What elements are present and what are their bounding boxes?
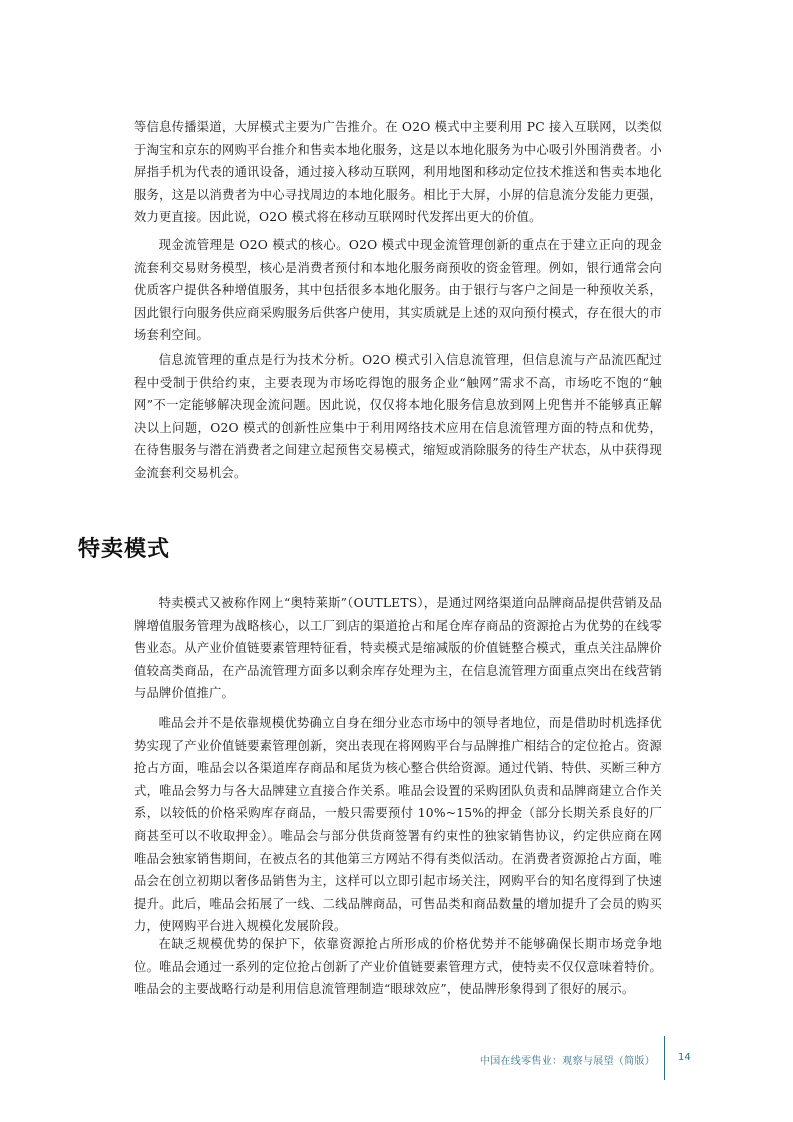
body-paragraph: 现金流管理是 O2O 模式的核心。O2O 模式中现金流管理创新的重点在于建立正向的现金流套利交易财务模型，核心是消费者预付和本地化服务商预收的资金管理。例如，银行通常会向优质客户提供各种增值服务，其中包括很多本地化服务。由于银行与客户之间是一种预收关系，因此银行向服务供应商采购服务后供客户使用，其实质就是上述的双向预付模式，存在很大的市场套利空间。	[134, 238, 662, 343]
body-paragraph: 唯品会并不是依靠规模优势确立自身在细分业态市场中的领导者地位，而是借助时机选择优势实现了产业价值链要素管理创新，突出表现在将网购平台与品牌推广相结合的定位抢占。资源抢占方面，唯品会以各渠道库存商品和尾货为核心整合供给资源。通过代销、特供、买断三种方式，唯品会努力与各大品牌建立直接合作关系。唯品会设置的采购团队负责和品牌商建立合作关系，以较低的价格采购库存商品，一般只需要预付 10%~15%的押金（部分长期关系良好的厂商甚至可以不收取押金）。唯品会与部分供货商签署有约束性的独家销售协议，约定供应商在网唯品会独家销售期间，在被点名的其他第三方网站不得有类似活动。在消费者资源抢占方面，唯品会在创立初期以奢侈品销售为主，这样可以立即引起市场关注，网购平台的知名度得到了快速提升。此后，唯品会拓展了一线、二线品牌商品，可售品类和商品数量的增加提升了会员的购买力，使网购平台进入规模化发展阶段。	[134, 716, 662, 934]
body-paragraph: 等信息传播渠道，大屏模式主要为广告推介。在 O2O 模式中主要利用 PC 接入互联网，以类似于淘宝和京东的网购平台推介和售卖本地化服务，这是以本地化服务为中心吸引外围消费者。小屏指手机为代表的通讯设备，通过接入移动互联网，利用地图和移动定位技术推送和售卖本地化服务，这是以消费者为中心寻找周边的本地化服务。相比于大屏，小屏的信息流分发能力更强，效力更直接。因此说，O2O 模式将在移动互联网时代发挥出更大的价值。	[134, 120, 662, 225]
footer-divider	[664, 1036, 665, 1080]
section-heading: 特卖模式	[78, 537, 171, 562]
page-number: 14	[678, 1052, 691, 1063]
body-paragraph: 特卖模式又被称作网上“奥特莱斯”（OUTLETS），是通过网络渠道向品牌商品提供营销及品牌增值服务管理为战略核心，以工厂到店的渠道抢占和尾仓库存商品的资源抢占为优势的在线零售业态。从产业价值链要素管理特征看，特卖模式是缩减版的价值链整合模式，重点关注品牌价值较高类商品，在产品流管理方面多以剩余库存处理为主，在信息流管理方面重点突出在线营销与品牌价值推广。	[134, 596, 662, 701]
body-paragraph: 信息流管理的重点是行为技术分析。O2O 模式引入信息流管理，但信息流与产品流匹配过程中受制于供给约束，主要表现为市场吃得饱的服务企业“触网”需求不高，市场吃不饱的“触网”不一定能够解决现金流问题。因此说，仅仅将本地化服务信息放到网上兜售并不能够真正解决以上问题，O2O 模式的创新性应集中于利用网络技术应用在信息流管理方面的特点和优势，在待售服务与潜在消费者之间建立起预售交易模式，缩短或消除服务的待生产状态，从中获得现金流套利交易机会。	[134, 353, 662, 480]
body-paragraph: 在缺乏规模优势的保护下，依靠资源抢占所形成的价格优势并不能够确保长期市场竞争地位。唯品会通过一系列的定位抢占创新了产业价值链要素管理方式，使特卖不仅仅意味着特价。唯品会的主要战略行动是利用信息流管理制造“眼球效应”，使品牌形象得到了很好的展示。	[134, 937, 662, 997]
footer-title: 中国在线零售业：观察与展望（简版）	[479, 1056, 655, 1067]
